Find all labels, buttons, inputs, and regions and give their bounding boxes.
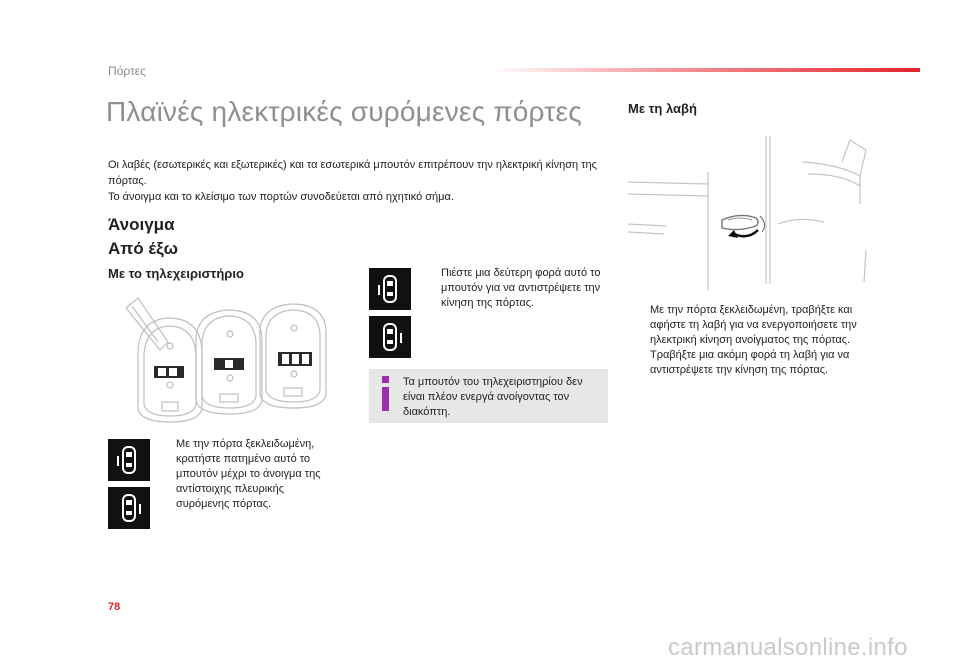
sliding-door-button-icon-middle <box>369 268 411 310</box>
step-handle-pull-text: Με την πόρτα ξεκλειδωμένη, τραβήξτε και αφήστε τη λαβή για να ενεργοποιήσετε την ηλεκτρική κίνηση ανοίγματος της πόρτας. <box>650 304 857 346</box>
heading-opening: Άνοιγμα <box>108 215 175 234</box>
page-title: Πλαϊνές ηλεκτρικές συρόμενες πόρτες <box>106 96 582 127</box>
intro-line-2: Το άνοιγμα και το κλείσιμο των πορτών συνοδεύεται από ηχητικό σήμα. <box>108 191 454 203</box>
step-remote-hold-text: Με την πόρτα ξεκλειδωμένη, κρατήστε πατημένο αυτό το μπουτόν μέχρι το άνοιγμα της αντίστοιχης πλευρικής συρόμενης πόρτας. <box>176 438 321 510</box>
step-handle-pull-again <box>650 348 872 378</box>
car-door-open-icon <box>375 321 405 353</box>
section-label: Πόρτες <box>108 64 146 78</box>
sliding-door-button-icon-middle-alt <box>369 316 411 358</box>
intro-text <box>108 157 608 205</box>
car-door-open-icon <box>375 273 405 305</box>
key-fobs-illustration <box>108 290 358 430</box>
car-door-open-icon <box>114 492 144 524</box>
heading-with-handle: Με τη λαβή <box>628 101 697 116</box>
intro-line-1: Οι λαβές (εσωτερικές και εξωτερικές) και τα εσωτερικά μπουτόν επιτρέπουν την ηλεκτρική κίνηση της πόρτας. <box>108 159 597 187</box>
header-accent-rule <box>490 68 920 72</box>
step-remote-hold <box>176 437 336 512</box>
sliding-door-button-icon-alt <box>108 487 150 529</box>
watermark: carmanualsonline.info <box>668 634 908 661</box>
step-remote-press-again-text: Πιέστε μια δεύτερη φορά αυτό το μπουτόν για να αντιστρέψετε την κίνηση της πόρτας. <box>441 267 601 309</box>
car-door-open-icon <box>114 444 144 476</box>
door-handle-illustration <box>628 132 870 290</box>
sliding-door-button-icon <box>108 439 150 481</box>
info-icon <box>379 374 393 414</box>
info-text: Τα μπουτόν του τηλεχειριστηρίου δεν είναι πλέον ενεργά ανοίγοντας τον διακόπτη. <box>403 376 583 418</box>
step-remote-press-again <box>441 266 607 311</box>
heading-from-outside: Από έξω <box>108 239 179 258</box>
step-handle-pull-again-text: Τραβήξτε μια ακόμη φορά τη λαβή για να αντιστρέψετε την κίνηση της πόρτας. <box>650 349 850 376</box>
step-handle-pull <box>650 303 872 348</box>
heading-with-remote: Με το τηλεχειριστήριο <box>108 266 244 281</box>
page-number: 78 <box>108 601 121 613</box>
